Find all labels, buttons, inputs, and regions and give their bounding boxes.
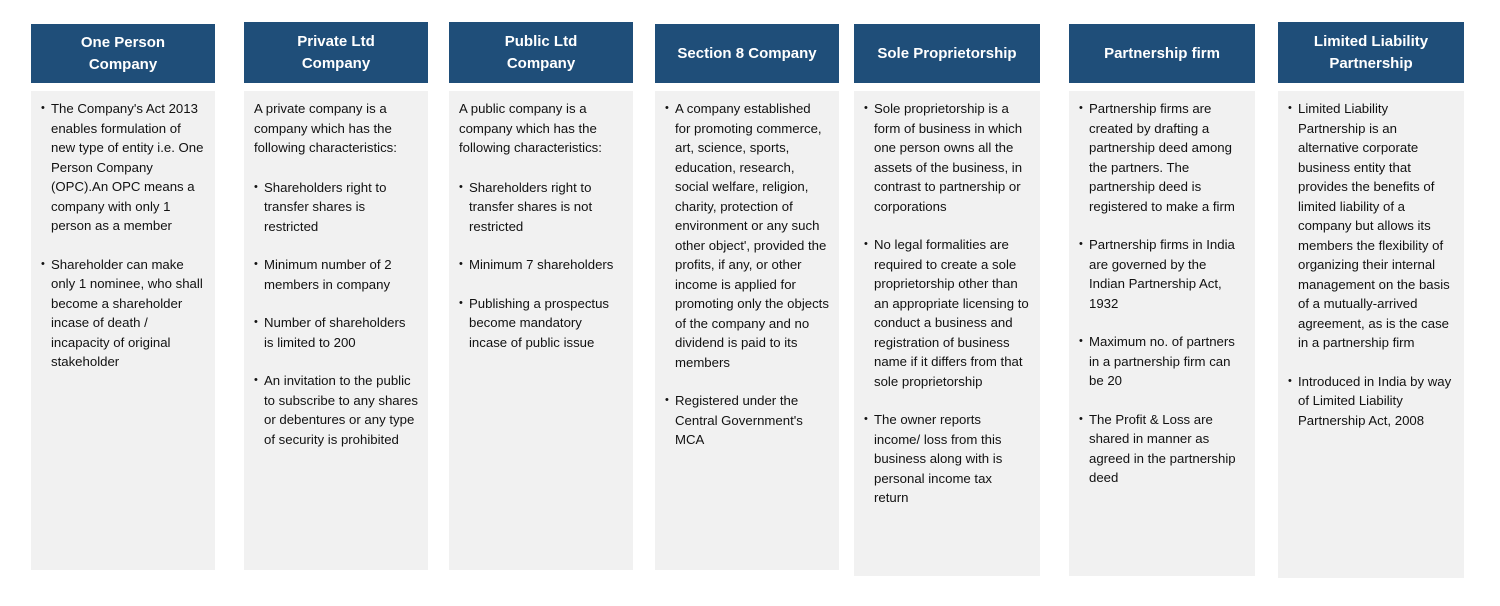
bullet-point: • Partnership firms are created by drafting a partnership deed among the partners. The partnership deed is registered to make a firm — [1079, 99, 1245, 216]
bullet-point: • The Profit & Loss are shared in manner as agreed in the partnership deed — [1079, 410, 1245, 488]
bullet-point: • Limited Liability Partnership is an alternative corporate business entity that provides the benefits of limited liability of a company but allows its members the flexibility of organizing their internal management on the basis of a mutually-arrived agreement, as is the case in a partnership firm — [1288, 99, 1454, 353]
bullet-point: • Partnership firms in India are governed by the Indian Partnership Act, 1932 — [1079, 235, 1245, 313]
bullet-point: • Shareholders right to transfer shares is restricted — [254, 178, 418, 237]
header-title: Public Ltd Company — [504, 32, 578, 72]
panel-private-ltd-company — [244, 91, 428, 570]
bullet-point: • An invitation to the public to subscribe to any shares or debentures or any type of security is prohibited — [254, 371, 418, 449]
panel-section-8-company — [655, 91, 839, 570]
bullet-point: • Shareholders right to transfer shares is not restricted — [459, 178, 623, 237]
header-title: Section 8 Company — [677, 44, 817, 62]
panel-limited-liability-partnership — [1278, 91, 1464, 578]
intro-text: A public company is a company which has the following characteristics: — [459, 101, 602, 155]
bullet-point: • No legal formalities are required to create a sole proprietorship other than an appropriate licensing to conduct a business and registration of business name if it differs from that sole proprietorship — [864, 235, 1030, 391]
panel-one-person-company — [31, 91, 215, 570]
header-title: Limited Liability Partnership — [1313, 32, 1429, 72]
intro-text: A private company is a company which has the following characteristics: — [254, 101, 397, 155]
bullet-point: • A company established for promoting commerce, art, science, sports, education, research, social welfare, religion, charity, protection of environment or any such other object', provided the profits, if any, or other income is applied for promoting only the objects of the company and no dividend is paid to its members — [665, 99, 829, 372]
bullet-point: • Number of shareholders is limited to 200 — [254, 313, 418, 352]
header-title: One Person Company — [80, 33, 166, 73]
bullet-point: • The owner reports income/ loss from this business along with is personal income tax return — [864, 410, 1030, 508]
bullet-point: • Sole proprietorship is a form of business in which one person owns all the assets of the business, in contrast to partnership or corporations — [864, 99, 1030, 216]
header-title: Partnership firm — [1104, 44, 1220, 62]
bullet-point: • Minimum 7 shareholders — [459, 255, 623, 275]
bullet-point: • Maximum no. of partners in a partnership firm can be 20 — [1079, 332, 1245, 391]
bullet-point: • Minimum number of 2 members in company — [254, 255, 418, 294]
panel-partnership-firm — [1069, 91, 1255, 576]
header-public-ltd-company — [449, 22, 633, 83]
header-title: Sole Proprietorship — [877, 44, 1017, 62]
bullet-point: • Publishing a prospectus become mandatory incase of public issue — [459, 294, 623, 353]
header-section-8-company — [655, 24, 839, 83]
panel-sole-proprietorship — [854, 91, 1040, 576]
bullet-point: • Registered under the Central Government's MCA — [665, 391, 829, 450]
bullet-point: • The Company's Act 2013 enables formulation of new type of entity i.e. One Person Company (OPC).An OPC means a company with only 1 person as a member — [41, 99, 205, 236]
header-title: Private Ltd Company — [297, 32, 375, 72]
header-one-person-company — [31, 24, 215, 83]
header-sole-proprietorship — [854, 24, 1040, 83]
header-partnership-firm — [1069, 24, 1255, 83]
bullet-point: • Introduced in India by way of Limited Liability Partnership Act, 2008 — [1288, 372, 1454, 431]
bullet-point: • Shareholder can make only 1 nominee, who shall become a shareholder incase of death / incapacity of original stakeholder — [41, 255, 205, 372]
header-limited-liability-partnership — [1278, 22, 1464, 83]
header-private-ltd-company — [244, 22, 428, 83]
panel-public-ltd-company — [449, 91, 633, 570]
